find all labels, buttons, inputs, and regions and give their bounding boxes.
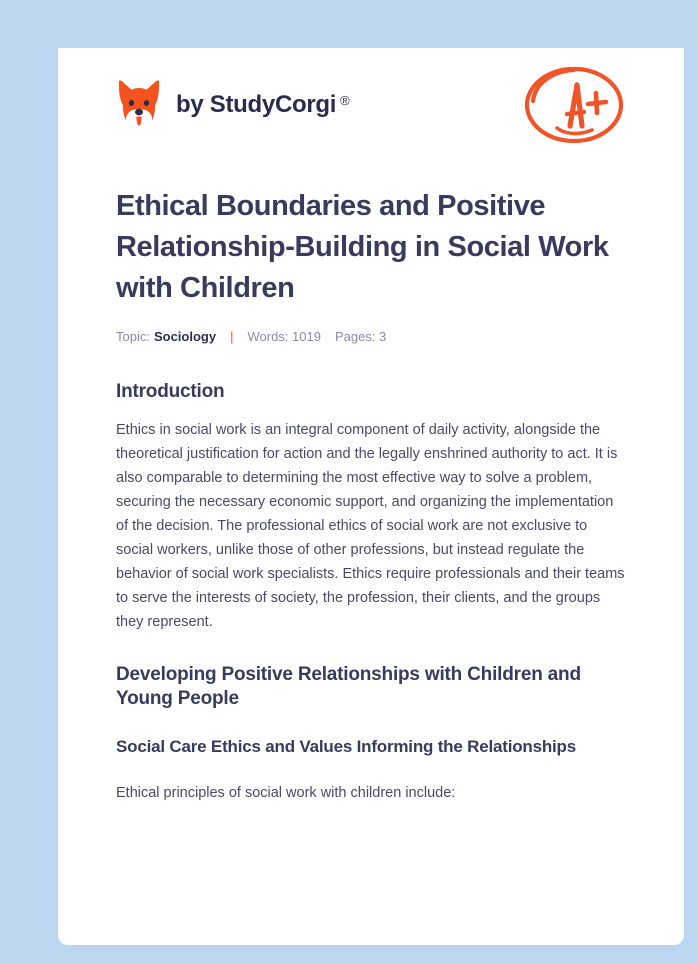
heading-introduction: Introduction: [116, 381, 225, 402]
corgi-face-icon: [116, 79, 162, 131]
document-content-area: [58, 48, 684, 805]
registered-trademark-icon: ®: [340, 93, 350, 108]
heading-developing-relationships: Developing Positive Relationships with Children and Young People: [116, 664, 581, 709]
page-title: Ethical Boundaries and Positive Relationship-Building in Social Work with Children: [116, 190, 609, 304]
topic-label: Topic:: [116, 329, 150, 344]
document-meta: [116, 328, 626, 346]
document-page-sheet: [58, 48, 684, 945]
a-plus-badge-icon: [522, 62, 626, 148]
topic-link[interactable]: Sociology: [153, 329, 217, 344]
document-header: [116, 48, 626, 152]
word-count: Words: 1019: [247, 329, 321, 344]
brand-name: by StudyCorgi: [176, 91, 337, 118]
brand-wordmark: [176, 93, 350, 117]
subheading-social-care-ethics: Social Care Ethics and Values Informing the Relationships: [116, 737, 576, 756]
paragraph-introduction: Ethics in social work is an integral component of daily activity, alongside the theoretical justification for action and the legally enshrined authority to act. It is also comparable to determining the most effective way to solve a problem, securing the necessary economic support, and organizing the implementation of the decision. The professional ethics of social work are not exclusive to social workers, unlike those of other professions, but instead regulate the behavior of social work specialists. Ethics require professionals and their teams to serve the interests of society, the profession, their clients, and the groups they represent.: [116, 422, 625, 630]
paragraph-ethical-principles: Ethical principles of social work with children include:: [116, 785, 456, 801]
meta-divider: |: [230, 329, 234, 344]
page-count: Pages: 3: [334, 329, 387, 344]
brand-logo[interactable]: [116, 79, 350, 131]
